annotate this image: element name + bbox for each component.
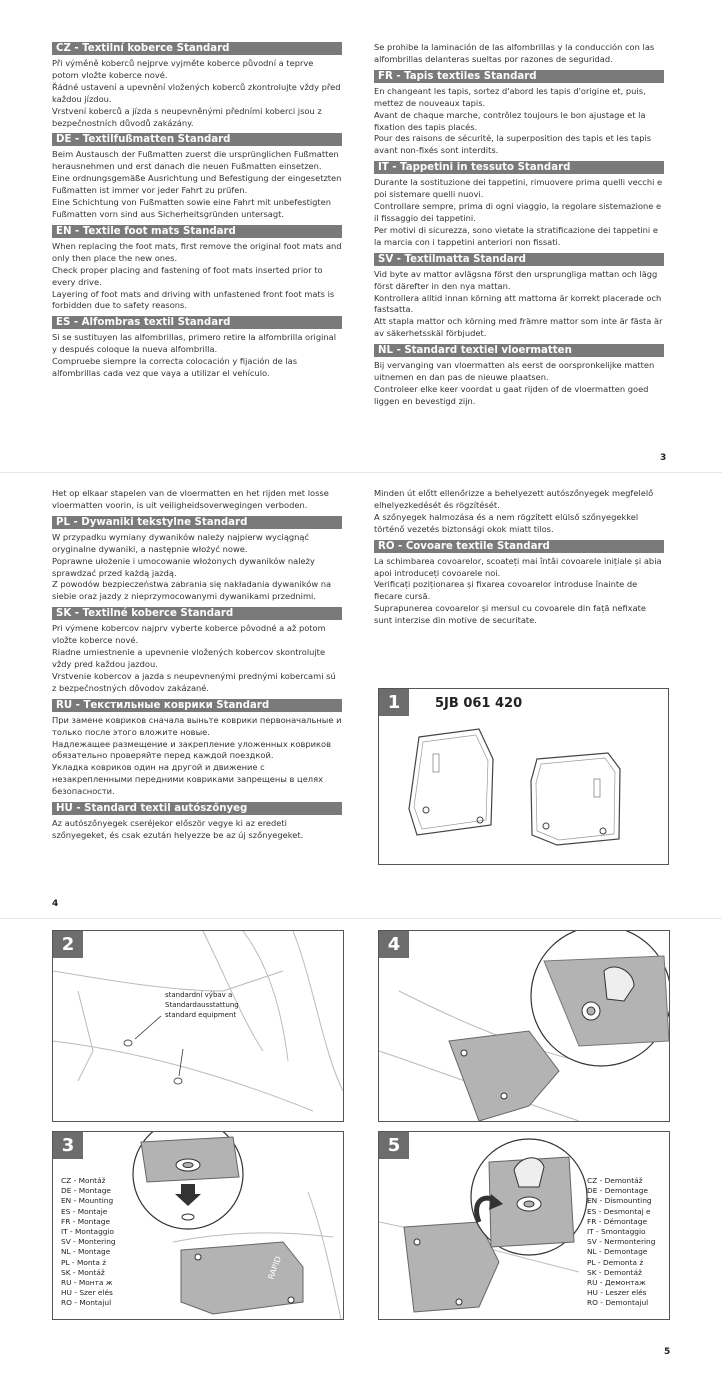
text-section	[52, 42, 342, 129]
section-header: PL - Dywaniki tekstylne Standard	[52, 516, 342, 529]
legend-entry: PL - Monta ż	[61, 1257, 107, 1267]
section-paragraph: Bij vervanging van vloermatten als eerst de oorspronkelijke matten uitnemen en dan pas de nieuwe plaatsen.	[374, 360, 655, 383]
equipment-label-line: standardní výbav a	[165, 991, 233, 999]
legend-entry: RU - Демонтаж	[587, 1278, 646, 1288]
text-section	[52, 699, 342, 798]
section-header: SK - Textilné koberce Standard	[52, 607, 342, 620]
legend-entry: SV - Montering	[61, 1237, 116, 1247]
text-section	[52, 802, 342, 842]
section-paragraph: A szőnyegek halmozása és a nem rögzített elülső szőnyegekkel történő vezetés biztonsági okok miatt tilos.	[374, 511, 639, 534]
legend-entry: IT - Smontaggio	[587, 1227, 646, 1237]
section-header: RU - Текстильные коврики Standard	[52, 699, 342, 712]
section-paragraph: Az autószőnyegek cseréjekor először vegye ki az eredeti szőnyegeket, és csak ezután helyezze be az új szőnyegeket.	[52, 818, 304, 840]
equipment-label-line: standard equipment	[165, 1011, 237, 1019]
section-header: ES - Alfombras textil Standard	[52, 316, 342, 329]
section-header: DE - Textilfußmatten Standard	[52, 133, 342, 146]
page3-left-column	[52, 42, 342, 384]
section-paragraph: Vrstvení koberců a jízda s neupevněnými předními koberci jsou z bezpečnostních důvodů zakázány.	[52, 105, 322, 128]
text-section	[52, 316, 342, 380]
section-header: RO - Covoare textile Standard	[374, 540, 664, 553]
section-paragraph: W przypadku wymiany dywaników należy najpierw wyciągnąć oryginalne dywaniki, a następnie włożyć nowe.	[52, 531, 310, 554]
text-section	[52, 225, 342, 312]
text-section	[374, 540, 664, 627]
floor-anchors-illustration	[53, 931, 343, 1121]
legend-entry: HU - Szer elés	[61, 1288, 113, 1298]
section-paragraph: Надлежащее размещение и закрепление уложенных ковриков обязательно проверяйте перед каждой поездкой.	[52, 738, 332, 761]
mat-brand-text: RAPID	[266, 1254, 284, 1281]
section-paragraph: Pour des raisons de sécurité, la superposition des tapis et les tapis avant non-fixés sont interdits.	[374, 133, 652, 156]
legend-entry: FR - Démontage	[587, 1216, 648, 1226]
section-paragraph: Att stapla mattor och körning med främre mattor som inte är fästa är av säkerhetsskäl förbjudet.	[374, 316, 663, 339]
text-section	[374, 253, 664, 340]
page-divider	[0, 472, 722, 473]
legend-entry: IT - Montaggio	[61, 1227, 115, 1237]
section-paragraph: Avant de chaque marche, contrôlez toujours le bon ajustage et la fixation des tapis placés.	[374, 109, 646, 132]
figure-number: 4	[379, 931, 409, 958]
legend-entry: RO - Demontajul	[587, 1298, 649, 1308]
section-paragraph: Check proper placing and fastening of foot mats inserted prior to every drive.	[52, 264, 323, 287]
text-section	[374, 161, 664, 248]
text-section	[52, 607, 342, 694]
section-paragraph: Kontrollera alltid innan körning att mattorna är korrekt placerade och fastsatta.	[374, 292, 662, 315]
section-header: SV - Textilmatta Standard	[374, 253, 664, 266]
section-paragraph: Riadne umiestnenie a upevnenie vložených kobercov skontrolujte vždy pred každou jazdou.	[52, 647, 326, 669]
legend-entry: CZ - Demontáž	[587, 1176, 643, 1185]
figure-number: 1	[379, 689, 409, 716]
page-number-3: 3	[660, 453, 667, 463]
text-section	[374, 42, 664, 66]
text-section	[52, 516, 342, 603]
page4-right-column	[374, 488, 664, 631]
section-paragraph: Verificați poziționarea și fixarea covoarelor introduse înainte de fiecare cursă.	[374, 579, 638, 602]
section-paragraph: Se prohibe la laminación de las alfombrillas y la conducción con las alfombrillas delanteras sueltas por razones de seguridad.	[374, 42, 655, 64]
section-header: HU - Standard textil autószőnyeg	[52, 802, 342, 815]
section-header: IT - Tappetini in tessuto Standard	[374, 161, 664, 174]
section-paragraph: Minden út előtt ellenőrizze a behelyezett autószőnyegek megfelelő elhelyezkedését és rögzítését.	[374, 488, 654, 510]
legend-entry: ES - Montaje	[61, 1206, 108, 1216]
section-paragraph: При замене ковриков сначала выньте коврики первоначальные и только после этого вложите новые.	[52, 714, 342, 737]
figure-2	[52, 930, 344, 1122]
section-paragraph: Per motivi di sicurezza, sono vietate la stratificazione dei tappetini e la marcia con i tappetini anteriori non fissati.	[374, 224, 658, 247]
section-paragraph: Het op elkaar stapelen van de vloermatten en het rijden met losse vloermatten voorin, is uit veiligheidsoverwegingen verboden.	[52, 488, 329, 510]
dismounting-legend	[587, 1176, 655, 1309]
section-paragraph: Při výměně koberců nejprve vyjměte koberce původní a teprve potom vložte koberce nové.	[52, 58, 314, 80]
legend-entry: ES - Desmontaj e	[587, 1206, 651, 1216]
section-paragraph: Vrstvenie kobercov a jazda s neupevnenými prednými kobercami sú z bezpečnostných dôvodov zakázané.	[52, 670, 336, 693]
legend-entry: EN - Mounting	[61, 1196, 114, 1206]
legend-entry: FR - Montage	[61, 1216, 110, 1226]
section-paragraph: Beim Austausch der Fußmatten zuerst die ursprünglichen Fußmatten herausnehmen und erst danach die neuen Fußmatten einsetzen.	[52, 149, 339, 172]
text-section	[52, 488, 342, 512]
section-paragraph: Suprapunerea covoarelor și mersul cu covoarele din față nefixate sunt interzise din motive de securitate.	[374, 603, 647, 626]
text-section	[374, 70, 664, 157]
legend-entry: NL - Demontage	[587, 1247, 648, 1257]
legend-entry: DE - Demontage	[587, 1186, 649, 1196]
figure-number: 2	[53, 931, 83, 958]
legend-entry: CZ - Montáž	[61, 1176, 106, 1185]
part-number: 5JB 061 420	[435, 696, 523, 711]
section-paragraph: Řádné ustavení a upevnění vložených koberců zkontrolujte vždy před každou jízdou.	[52, 81, 341, 104]
text-section	[52, 133, 342, 220]
legend-entry: NL - Montage	[61, 1247, 111, 1257]
section-paragraph: Compruebe siempre la correcta colocación y fijación de las alfombrillas cada vez que vaya a utilizar el vehículo.	[52, 356, 298, 379]
section-paragraph: Durante la sostituzione dei tappetini, rimuovere prima quelli vecchi e poi sistemare quelli nuovi.	[374, 177, 663, 200]
legend-entry: RU - Монта ж	[61, 1278, 113, 1288]
section-paragraph: Layering of foot mats and driving with unfastened front foot mats is forbidden due to safety reasons.	[52, 288, 335, 311]
legend-entry: HU - Leszer elés	[587, 1288, 647, 1298]
text-section	[374, 488, 664, 536]
page-divider	[0, 918, 722, 919]
section-paragraph: Controllare sempre, prima di ogni viaggio, la regolare sistemazione e il fissaggio dei tappetini.	[374, 201, 662, 223]
figure-5	[378, 1131, 670, 1320]
floor-mats-illustration	[379, 689, 668, 864]
section-header: EN - Textile foot mats Standard	[52, 225, 342, 238]
figure-3	[52, 1131, 344, 1320]
text-section	[374, 344, 664, 408]
section-paragraph: Eine ordnungsgemäße Ausrichtung und Befestigung der eingesetzten Fußmatten ist immer vor jeder Fahrt zu prüfen.	[52, 173, 342, 196]
legend-entry: SV - Nermontering	[587, 1237, 656, 1247]
figure-number: 3	[53, 1132, 83, 1159]
section-paragraph: En changeant les tapis, sortez d'abord les tapis d'origine et, puis, mettez de nouveaux tapis.	[374, 85, 646, 108]
figure-number: 5	[379, 1132, 409, 1159]
section-paragraph: Pri výmene kobercov najprv vyberte koberce pôvodné a až potom vložte koberce nové.	[52, 623, 326, 646]
legend-entry: SK - Montáž	[61, 1267, 105, 1277]
section-paragraph: La schimbarea covoarelor, scoateți mai întâi covoarele inițiale și abia apoi introduceți covoarele noi.	[374, 555, 662, 578]
equipment-label-line: Standardausstattung	[165, 1001, 239, 1009]
legend-entry: EN - Dismounting	[587, 1196, 652, 1206]
legend-entry: RO - Montajul	[61, 1298, 112, 1308]
page3-right-column	[374, 42, 664, 412]
section-paragraph: Z powodów bezpieczeństwa zabrania się nakładania dywaników na siebie oraz jazdy z nieprzymocowanymi dywanikami przednimi.	[52, 579, 332, 602]
section-paragraph: Si se sustituyen las alfombrillas, primero retire la alfombrilla original y después coloque la nueva alfombrilla.	[52, 332, 337, 355]
section-paragraph: Vid byte av mattor avlägsna först den ursprungliga mattan och lägg först därefter in den nya mattan.	[374, 268, 658, 291]
figure-1-part	[378, 688, 669, 865]
mounting-legend	[61, 1176, 116, 1309]
legend-entry: DE - Montage	[61, 1186, 111, 1196]
mat-fastening-illustration	[379, 931, 669, 1121]
equipment-label	[165, 990, 239, 1020]
legend-entry: SK - Demontáž	[587, 1267, 642, 1277]
section-paragraph: When replacing the foot mats, first remove the original foot mats and only then place the new ones.	[52, 240, 342, 263]
section-header: CZ - Textilní koberce Standard	[52, 42, 342, 55]
section-paragraph: Eine Schichtung von Fußmatten sowie eine Fahrt mit unbefestigten Fußmatten vorn sind aus Sicherheitsgründen untersagt.	[52, 197, 332, 219]
section-paragraph: Укладка ковриков один на другой и движение с незакрепленными передними ковриками запрещены в целях безопасности.	[52, 762, 323, 797]
section-paragraph: Poprawne ułożenie i umocowanie włożonych dywaników należy sprawdzać przed każdą jazdą.	[52, 555, 315, 578]
section-header: NL - Standard textiel vloermatten	[374, 344, 664, 357]
section-paragraph: Controleer elke keer voordat u gaat rijden of de vloermatten goed liggen en bevestigd zijn.	[374, 383, 649, 406]
figure-4	[378, 930, 670, 1122]
page-number-5: 5	[664, 1347, 671, 1357]
section-header: FR - Tapis textiles Standard	[374, 70, 664, 83]
page-number-4: 4	[52, 899, 59, 909]
legend-entry: PL - Demonta ż	[587, 1257, 644, 1267]
page4-left-column	[52, 488, 342, 846]
